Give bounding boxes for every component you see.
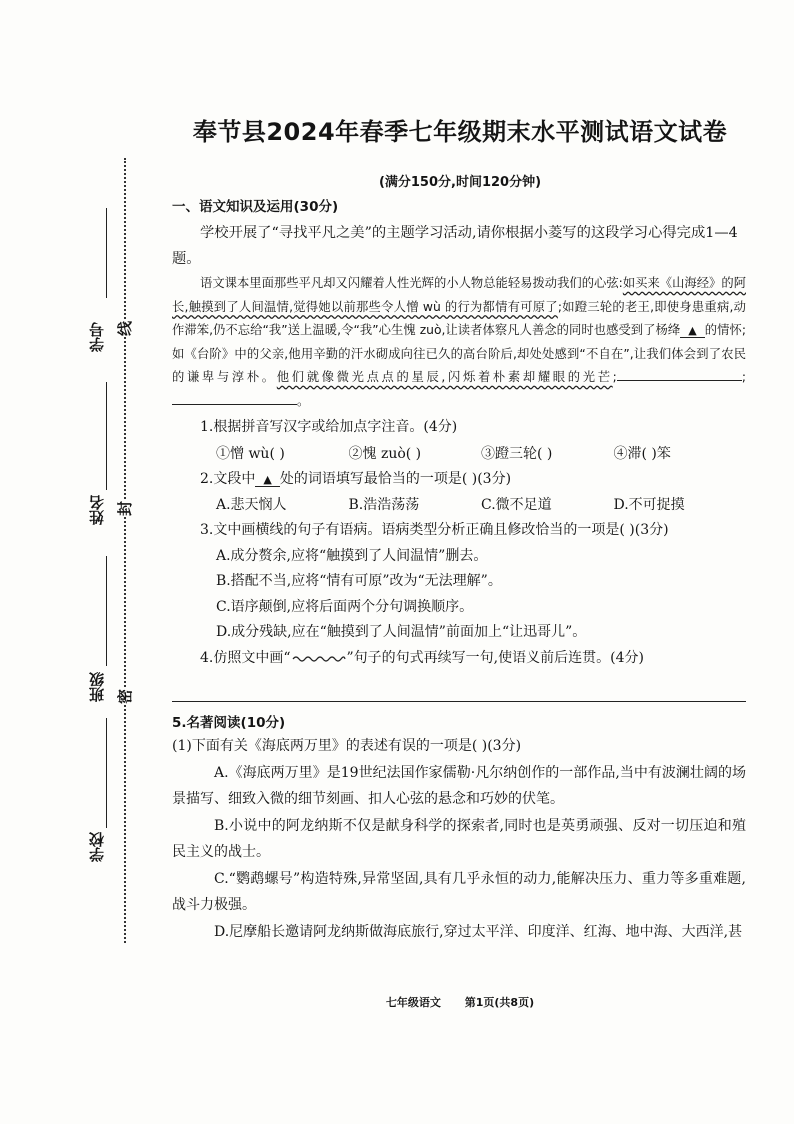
footer-page-number: 第1页(共8页) xyxy=(464,996,535,1009)
q2-option[interactable]: C.微不足道 xyxy=(481,497,552,513)
passage-end: 。 xyxy=(297,393,310,408)
passage-text-1: 语文课本里面那些平凡却又闪耀着人性光辉的小人物总能轻易拨动我们的心弦: xyxy=(200,276,623,290)
page-footer xyxy=(150,994,770,1010)
page-title: 奉节县2024年春季七年级期末水平测试语文试卷 xyxy=(192,118,728,146)
q1-option[interactable]: ②愧 zuò( ) xyxy=(348,445,422,462)
student-id-label: 学号 xyxy=(88,322,106,352)
q2-option[interactable]: D.不可捉摸 xyxy=(613,497,685,513)
passage-text-2: ;如蹬三轮的老王,即使身患重病,动作滞笨,仍不忘给“我”送上温暖,令“我”心生愧 zuò,让读者体察凡人善念的同时也感受到了杨绛 xyxy=(172,299,746,337)
seal-seal-char: 封 xyxy=(116,500,135,517)
school-label: 学校 xyxy=(88,832,106,862)
answer-blank-2[interactable] xyxy=(172,390,297,405)
q4-stem-a: 4.仿照文中画“ xyxy=(200,649,291,666)
section1-heading: 一、语文知识及运用(30分) xyxy=(172,199,339,215)
q2-triangle-mark: ▲ xyxy=(255,474,279,487)
q3-option[interactable]: A.成分赘余,应将“触摸到了人间温情”删去。 xyxy=(216,547,488,564)
section5-heading: 5.名著阅读(10分) xyxy=(172,715,286,731)
q2-option[interactable]: A.悲天悯人 xyxy=(216,497,287,513)
q3-option[interactable]: C.语序颠倒,应将后面两个分句调换顺序。 xyxy=(216,598,474,615)
q5-1-stem: (1)下面有关《海底两万里》的表述有误的一项是( )(3分) xyxy=(172,738,522,754)
blank-triangle-mark: ▲ xyxy=(680,325,704,338)
q2-stem-a: 2.文段中 xyxy=(200,470,256,487)
q5-option[interactable]: D.尼摩船长邀请阿龙纳斯做海底旅行,穿过太平洋、印度洋、红海、地中海、大西洋,甚 xyxy=(214,923,743,940)
q1-option[interactable]: ③蹬三轮( ) xyxy=(481,445,553,462)
q5-option[interactable]: A.《海底两万里》是19世纪法国作家儒勒·凡尔纳创作的一部作品,当中有波澜壮阔的场景描写、细致入微的细节刻画、扣人心弦的悬念和巧妙的伏笔。 xyxy=(172,764,746,807)
q1-stem: 1.根据拼音写汉字或给加点字注音。(4分) xyxy=(200,419,458,435)
passage-text-3: 的情怀;如《台阶》中的父亲,他用辛勤的汗水砌成向往已久的高台阶后,却处处感到“不自在”,让我们体会到了农民的谦卑与淳朴。 xyxy=(172,323,746,384)
school-line xyxy=(106,718,107,828)
q4-answer-space[interactable] xyxy=(172,671,746,691)
name-label: 姓名 xyxy=(88,495,106,525)
q2-stem-b: 处的词语填写最恰当的一项是( )(3分) xyxy=(279,470,512,487)
q1-options xyxy=(172,441,746,467)
passage-text-wavy: 他们就像微光点点的星辰,闪烁着朴素却耀眼的光芒 xyxy=(276,370,613,384)
passage-sep-1: ; xyxy=(612,370,617,384)
class-label: 班级 xyxy=(88,672,106,702)
student-id-line xyxy=(106,208,107,298)
q2-stem xyxy=(172,467,746,493)
binding-dotted-line xyxy=(124,158,126,943)
answer-line xyxy=(172,701,746,702)
answer-blank-1[interactable] xyxy=(617,366,742,381)
section1-intro: 学校开展了“寻找平凡之美”的主题学习活动,请你根据小菱写的这段学习心得完成1—4题。 xyxy=(172,225,738,267)
q5-option[interactable]: B.小说中的阿龙纳斯不仅是献身科学的探索者,同时也是英勇顽强、反对一切压迫和殖民主义的战士。 xyxy=(172,817,746,860)
exam-content xyxy=(172,196,746,945)
q3-stem: 3.文中画横线的句子有语病。语病类型分析正确且修改恰当的一项是( )(3分) xyxy=(200,522,669,538)
q3-option[interactable]: D.成分残缺,应在“触摸到了人间温情”前面加上“让迅哥儿”。 xyxy=(216,624,587,640)
q1-option[interactable]: ④滞( )笨 xyxy=(613,445,671,462)
name-line xyxy=(106,382,107,490)
q3-option[interactable]: B.搭配不当,应将“情有可原”改为“无法理解”。 xyxy=(216,573,502,589)
q4-stem xyxy=(172,646,746,672)
q2-option[interactable]: B.浩浩荡荡 xyxy=(348,497,420,513)
seal-line-char: 线 xyxy=(116,320,135,337)
reading-passage xyxy=(172,272,746,413)
seal-dense-char: 密 xyxy=(116,688,135,705)
passage-text-underlined: 如买来《山海经》的阿长,触摸到了人间温情,觉得她以前那些令人憎 wù 的行为都情有可原了 xyxy=(172,276,746,314)
q4-stem-b: ”句子的句式再续写一句,使语义前后连贯。(4分) xyxy=(346,649,644,666)
q2-options xyxy=(172,492,746,518)
passage-sep-2: ; xyxy=(741,370,746,384)
q1-option[interactable]: ①憎 wù( ) xyxy=(216,445,285,462)
wavy-line-icon xyxy=(291,653,347,663)
footer-subject: 七年级语文 xyxy=(385,996,441,1009)
q5-option[interactable]: C.“鹦鹉螺号”构造特殊,异常坚固,具有几乎永恒的动力,能解决压力、重力等多重难题,战斗力极强。 xyxy=(172,870,746,913)
exam-subtitle: (满分150分,时间120分钟) xyxy=(378,175,542,190)
class-line xyxy=(106,556,107,666)
